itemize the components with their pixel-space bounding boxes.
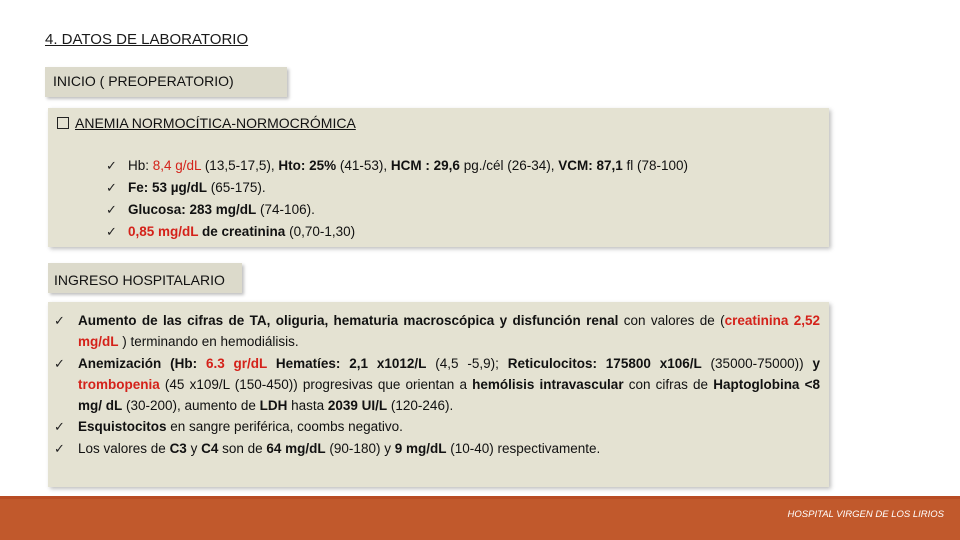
list-item: ✓ Hb: 8,4 g/dL (13,5-17,5), Hto: 25% (41-53), HCM : 29,6 pg./cél (26-34), VCM: 87,1 fl (78-100) [106,155,688,177]
list-item: ✓ Glucosa: 283 mg/dL (74-106). [106,199,688,221]
check-icon: ✓ [54,419,65,435]
list-item: ✓ Los valores de C3 y C4 son de 64 mg/dL (90-180) y 9 mg/dL (10-40) respectivamente. [54,438,820,459]
ingreso-panel [48,302,829,487]
anemia-heading [57,115,356,131]
list-item: ✓ Esquistocitos en sangre periférica, coombs negativo. [54,416,820,437]
anemia-heading-text: ANEMIA NORMOCÍTICA-NORMOCRÓMICA [75,115,356,131]
list-item: ✓ Fe: 53 µg/dL (65-175). [106,177,688,199]
checkbox-bullet-icon [57,117,69,129]
check-icon: ✓ [106,158,117,173]
inicio-label: INICIO ( PREOPERATORIO) [45,67,287,97]
page-title: 4. DATOS DE LABORATORIO [45,31,249,48]
check-icon: ✓ [54,440,65,456]
check-icon: ✓ [54,355,65,371]
inicio-panel [48,108,829,247]
footer-hospital-name: HOSPITAL VIRGEN DE LOS LIRIOS [787,509,944,520]
check-icon: ✓ [106,224,117,239]
list-item: ✓ Aumento de las cifras de TA, oliguria, hematuria macroscópica y disfunción renal con valores de (creatinina 2,52 mg/dL ) terminando en hemodiálisis. [54,310,820,353]
footer-bar [0,499,960,540]
list-item: ✓ Anemización (Hb: 6.3 gr/dL Hematíes: 2,1 x1012/L (4,5 -5,9); Reticulocitos: 175800 x106/L (35000-75000)) y trombopenia (45 x109/L (150-450)) progresivas que orientan a hemólisis intravascular con cifras de Haptoglobina <8 mg/ dL (30-200), aumento de LDH hasta 2039 UI/L (120-246). [54,353,820,417]
check-icon: ✓ [54,313,65,328]
check-icon: ✓ [106,180,117,195]
ingreso-list [54,310,820,459]
inicio-list [106,155,688,243]
list-item: ✓ 0,85 mg/dL de creatinina (0,70-1,30) [106,221,688,243]
check-icon: ✓ [106,202,117,217]
ingreso-label: INGRESO HOSPITALARIO [48,263,242,293]
